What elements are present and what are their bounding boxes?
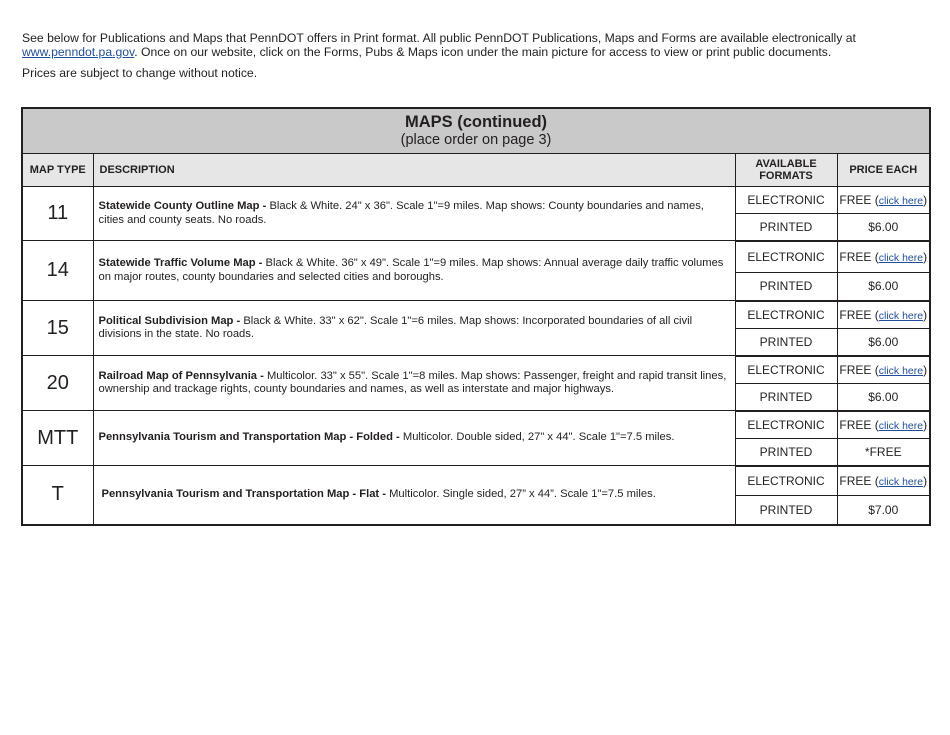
description-cell <box>93 187 735 241</box>
format-electronic: ELECTRONIC <box>735 411 837 439</box>
price-electronic <box>837 301 930 329</box>
map-name: Statewide County Outline Map - <box>98 200 270 212</box>
table-subtitle: (place order on page 3) <box>400 132 552 148</box>
map-details: Black & White. 24" x 36". Scale 1"=9 miles. Map shows: County boundaries and names, cities and county seats. No roads. <box>98 200 704 226</box>
map-details: Black & White. 36" x 49". Scale 1"=9 miles. Map shows: Annual average daily traffic volumes on major routes, county boundaries and selected cities and boroughs. <box>98 257 724 283</box>
map-name: Political Subdivision Map - <box>98 314 244 327</box>
intro-text <box>22 31 922 80</box>
free-label: FREE ( <box>839 307 879 322</box>
format-printed: PRINTED <box>735 329 837 356</box>
price-electronic <box>837 356 930 384</box>
format-electronic: ELECTRONIC <box>735 241 837 273</box>
header-description: DESCRIPTION <box>93 154 735 187</box>
price-printed: $6.00 <box>837 329 930 356</box>
price-printed: $6.00 <box>837 273 930 301</box>
format-electronic: ELECTRONIC <box>735 356 837 384</box>
price-electronic <box>837 411 930 439</box>
description-cell <box>93 301 735 356</box>
map-name: Pennsylvania Tourism and Transportation Map - Flat - <box>101 488 390 500</box>
close-paren: ) <box>923 473 928 488</box>
map-name: Pennsylvania Tourism and Transportation Map - Folded - <box>98 431 403 444</box>
format-printed: PRINTED <box>735 439 837 466</box>
intro-paragraph <box>22 31 922 59</box>
map-details: Black & White. 33" x 62". Scale 1"=6 miles. Map shows: Incorporated boundaries of all civil divisions in the state. No roads. <box>98 314 693 340</box>
click-here-link[interactable]: click here <box>878 364 924 377</box>
map-name: Railroad Map of Pennsylvania - <box>98 369 267 382</box>
map-name: Statewide Traffic Volume Map - <box>98 257 266 269</box>
price-electronic <box>837 241 930 273</box>
close-paren: ) <box>923 249 928 264</box>
header-price: PRICE EACH <box>837 154 930 187</box>
header-map-type: MAP TYPE <box>22 154 93 187</box>
format-printed: PRINTED <box>735 384 837 411</box>
table-title: MAPS (continued) <box>404 113 548 131</box>
price-printed: $6.00 <box>837 384 930 411</box>
format-printed: PRINTED <box>735 214 837 241</box>
close-paren: ) <box>923 417 928 432</box>
penndot-website-link[interactable]: www.penndot.pa.gov <box>22 45 135 59</box>
maps-table <box>21 107 931 526</box>
click-here-link[interactable]: click here <box>878 251 924 264</box>
format-printed: PRINTED <box>735 273 837 301</box>
format-printed: PRINTED <box>735 496 837 525</box>
map-type-cell: T <box>22 466 93 525</box>
click-here-link[interactable]: click here <box>878 419 924 432</box>
free-label: FREE ( <box>839 473 879 488</box>
map-type-cell: MTT <box>22 411 93 466</box>
table-title-cell <box>22 108 930 154</box>
description-cell <box>93 356 735 411</box>
click-here-link[interactable]: click here <box>878 195 924 207</box>
price-electronic <box>837 466 930 496</box>
map-details: Multicolor. Single sided, 27” x 44”. Scale 1"=7.5 miles. <box>389 488 656 500</box>
description-cell <box>93 466 735 525</box>
free-label: FREE ( <box>839 362 879 377</box>
free-label: FREE ( <box>839 417 879 432</box>
format-electronic: ELECTRONIC <box>735 301 837 329</box>
description-cell <box>93 411 735 466</box>
prices-note: Prices are subject to change without notice. <box>22 66 258 80</box>
price-printed: $7.00 <box>837 496 930 525</box>
price-printed: *FREE <box>837 439 930 466</box>
header-formats: AVAILABLE FORMATS <box>735 154 837 187</box>
click-here-link[interactable]: click here <box>878 309 924 322</box>
description-cell <box>93 241 735 301</box>
map-type-cell: 15 <box>22 301 93 356</box>
free-label: FREE ( <box>839 193 879 207</box>
intro-text-part1: See below for Publications and Maps that PennDOT offers in Print format. All public PennDOT Publications, Maps and Forms are available electronically at <box>22 31 856 45</box>
close-paren: ) <box>923 307 928 322</box>
format-electronic: ELECTRONIC <box>735 187 837 214</box>
intro-text-part2: . Once on our website, click on the Forms, Pubs & Maps icon under the main picture for access to view or print public documents. <box>134 45 832 59</box>
price-electronic <box>837 187 930 214</box>
click-here-link[interactable]: click here <box>878 475 924 488</box>
close-paren: ) <box>923 193 928 207</box>
free-label: FREE ( <box>839 249 879 264</box>
map-type-cell: 20 <box>22 356 93 411</box>
close-paren: ) <box>923 362 928 377</box>
map-details: Multicolor. 33" x 55". Scale 1"=8 miles. Map shows: Passenger, freight and rapid transit lines, ownership and trackage rights, county boundaries and names, as well as interstate and major highways. <box>98 369 727 395</box>
map-details: Multicolor. Double sided, 27" x 44". Scale 1"=7.5 miles. <box>402 431 675 444</box>
map-type-cell: 14 <box>22 241 93 301</box>
price-printed: $6.00 <box>837 214 930 241</box>
map-type-cell: 11 <box>22 187 93 241</box>
format-electronic: ELECTRONIC <box>735 466 837 496</box>
